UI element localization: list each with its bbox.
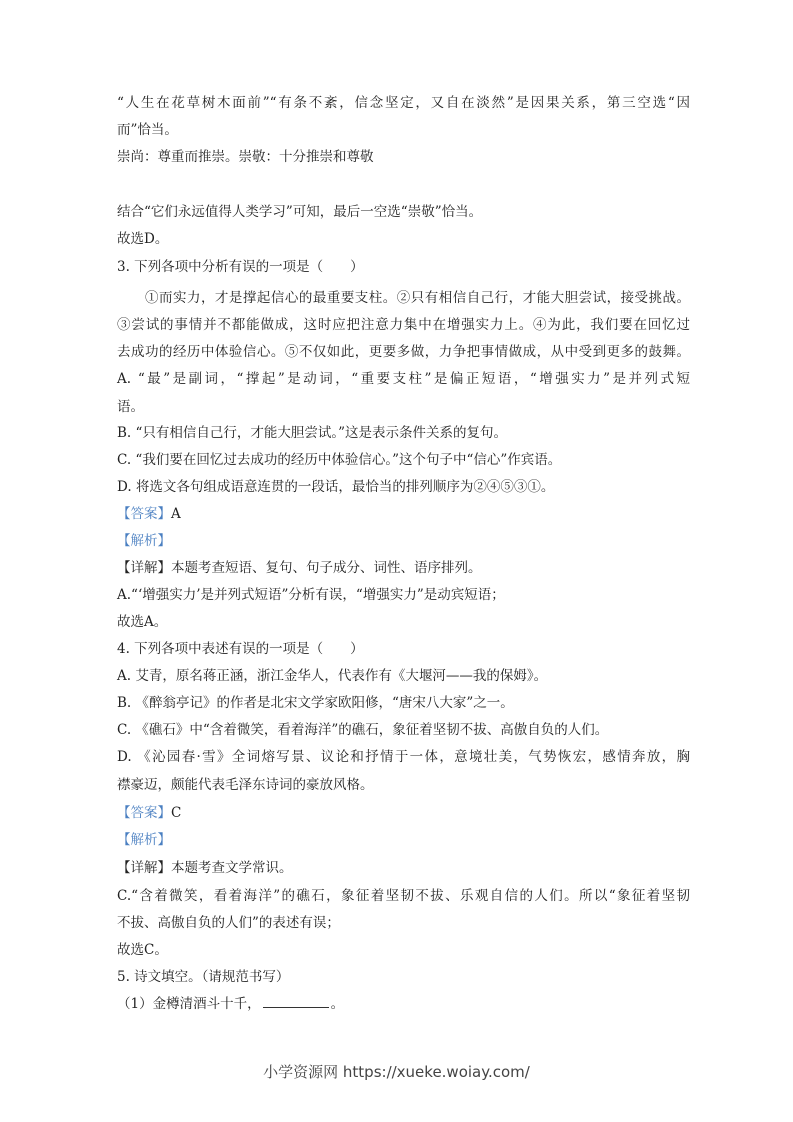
option-d: D. 将选文各句组成语意连贯的一段话，最恰当的排列顺序为②④⑤③①。 — [117, 479, 555, 495]
answer-line — [117, 804, 181, 822]
text-line: 而”恰当。 — [117, 122, 178, 138]
option-a: A. “最”是副词，“撑起”是动词，“重要支柱”是偏正短语，“增强实力”是并列式短 — [117, 371, 690, 387]
question-4-title: 4. 下列各项中表述有误的一项是（ ） — [117, 641, 364, 657]
option-b: B. “只有相信自己行，才能大胆尝试。”这是表示条件关系的复句。 — [117, 425, 508, 441]
text-line: C.“含着微笑，看着海洋”的礁石，象征着坚韧不拔、乐观自信的人们。所以“象征着坚韧 — [117, 888, 690, 904]
answer-value: A — [171, 506, 181, 522]
text-line: 不拔、高傲自负的人们”的表述有误； — [117, 915, 340, 931]
text-line: 崇尚：尊重而推崇。崇敬：十分推崇和尊敬 — [117, 149, 374, 165]
period: 。 — [330, 996, 345, 1012]
fill-blank-1 — [117, 995, 344, 1013]
option-d-cont: 襟豪迈，颇能代表毛泽东诗词的豪放风格。 — [117, 777, 374, 793]
option-a-cont: 语。 — [117, 399, 144, 415]
answer-value: C — [171, 805, 182, 821]
footer-watermark: 小学资源网 https://xueke.woiay.com/ — [263, 1063, 530, 1081]
text-line: “人生在花草树木面前”“有条不紊，信念坚定，又自在淡然”是因果关系，第三空选“因 — [117, 95, 690, 111]
text-line: 结合“它们永远值得人类学习”可知，最后一空选“崇敬”恰当。 — [117, 204, 483, 220]
prompt: （1）金樽清酒斗十千， — [117, 996, 261, 1012]
answer-label: 【答案】 — [117, 506, 171, 522]
passage-line: 去成功的经历中体验信心。⑤不仅如此，更要多做，力争把事情做成，从中受到更多的鼓舞。 — [117, 344, 690, 360]
text-line: 故选A。 — [117, 614, 168, 630]
question-3-title: 3. 下列各项中分析有误的一项是（ ） — [117, 259, 364, 275]
detail-line: 【详解】本题考查短语、复句、句子成分、词性、语序排列。 — [117, 560, 482, 576]
analysis-label: 【解析】 — [117, 832, 171, 848]
option-c: C. 《礁石》中“含着微笑，看着海洋”的礁石，象征着坚韧不拔、高傲自负的人们。 — [117, 722, 609, 738]
passage-line: ①而实力，才是撑起信心的最重要支柱。②只有相信自己行，才能大胆尝试，接受挑战。 — [145, 290, 690, 306]
detail-line: 【详解】本题考查文学常识。 — [117, 860, 293, 876]
option-c: C. “我们要在回忆过去成功的经历中体验信心。”这个句子中“信心”作宾语。 — [117, 452, 562, 468]
answer-line — [117, 505, 181, 523]
text-line: A.“‘增强实力’是并列式短语”分析有误，“增强实力”是动宾短语； — [117, 587, 505, 603]
answer-blank — [263, 995, 329, 1008]
text-line: 故选C。 — [117, 942, 168, 958]
answer-label: 【答案】 — [117, 805, 171, 821]
option-d: D. 《沁园春·雪》全词熔写景、议论和抒情于一体，意境壮美，气势恢宏，感情奔放，胸 — [117, 749, 690, 765]
option-b: B. 《醉翁亭记》的作者是北宋文学家欧阳修，“唐宋八大家”之一。 — [117, 695, 514, 711]
text-line: 故选D。 — [117, 231, 169, 247]
passage-line: ③尝试的事情并不都能做成，这时应把注意力集中在增强实力上。④为此，我们要在回忆过 — [117, 317, 690, 333]
option-a: A. 艾青，原名蒋正涵，浙江金华人，代表作有《大堰河——我的保姆》。 — [117, 668, 548, 684]
question-5-title: 5. 诗文填空。（请规范书写） — [117, 969, 290, 985]
analysis-label: 【解析】 — [117, 533, 171, 549]
